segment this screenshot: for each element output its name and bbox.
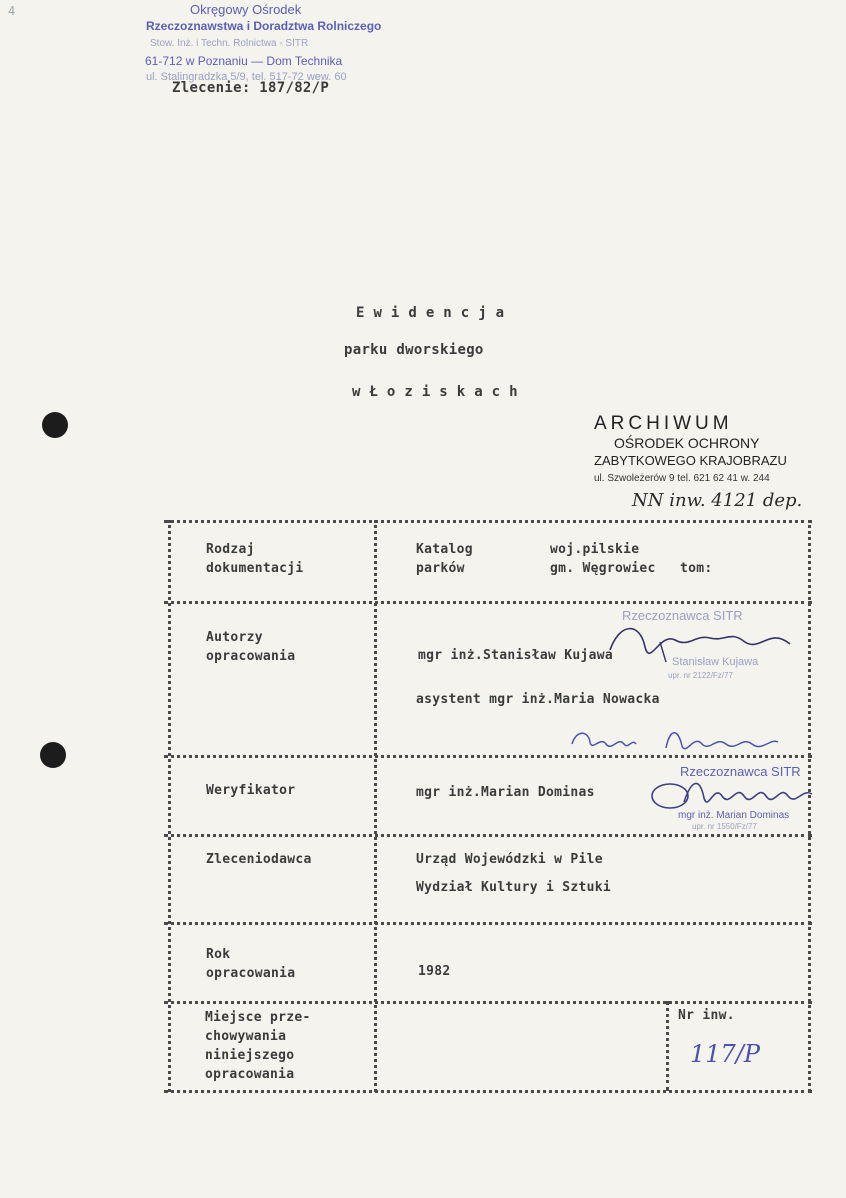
title-line-2: parku dworskiego	[344, 342, 484, 358]
stamp-line-1: Okręgowy Ośrodek	[190, 2, 302, 17]
verifier-name: mgr inż.Marian Dominas	[416, 785, 595, 800]
table-column-divider	[374, 520, 377, 1092]
stamp-line-2: Rzeczoznawstwa i Doradztwa Rolniczego	[146, 19, 382, 33]
table-divider-5	[164, 1001, 812, 1004]
title-line-1: E w i d e n c j a	[356, 305, 505, 321]
signature-nowacka	[566, 722, 786, 762]
stamp-line-5: ul. Stalingradzka 5/9, tel. 517-72 wew. 60	[146, 71, 347, 83]
row-label-type: Rodzaj dokumentacji	[206, 542, 304, 576]
author-2: asystent mgr inż.Maria Nowacka	[416, 692, 660, 707]
order-number: Zlecenie: 187/82/P	[172, 80, 330, 96]
archive-handwritten-number: NN inw. 4121 dep.	[632, 490, 803, 511]
expert-stamp-2-number: upr. nr 1550/Fz/77	[692, 822, 757, 831]
table-border-top	[164, 520, 812, 523]
stamp-line-4: 61-712 w Poznaniu — Dom Technika	[145, 54, 343, 68]
stamp-line-3: Stow. Inż. i Techn. Rolnictwa - SITR	[150, 38, 309, 49]
row-label-client: Zleceniodawca	[206, 852, 312, 867]
punch-hole-bottom	[40, 742, 66, 768]
table-divider-3	[164, 834, 812, 837]
corner-mark: 4	[8, 4, 16, 18]
archive-stamp-line-4: ul. Szwoleżerów 9 tel. 621 62 41 w. 244	[594, 473, 770, 484]
signature-dominas	[648, 772, 818, 822]
row-label-year: Rok opracowania	[206, 947, 296, 981]
title-line-3: w Ł o z i s k a c h	[352, 384, 518, 400]
expert-stamp-2-title: Rzeczoznawca SITR	[680, 764, 801, 779]
table-divider-1	[164, 601, 812, 604]
table-border-bottom	[164, 1090, 812, 1093]
row-value-region: woj.pilskie gm. Węgrowiec tom:	[550, 542, 713, 576]
row-label-authors: Autorzy opracowania	[206, 630, 296, 664]
client-line-1: Urząd Wojewódzki w Pile	[416, 852, 603, 867]
expert-stamp-1-name: Stanisław Kujawa	[672, 656, 759, 668]
year-value: 1982	[418, 964, 451, 979]
table-divider-4	[164, 922, 812, 925]
expert-stamp-1-title: Rzeczoznawca SITR	[622, 608, 743, 623]
client-line-2: Wydział Kultury i Sztuki	[416, 880, 612, 895]
row-label-storage: Miejsce prze- chowywania niniejszego opracowania	[205, 1010, 311, 1082]
expert-stamp-1-number: upr. nr 2122/Fz/77	[668, 671, 733, 680]
table-inventory-divider	[666, 1001, 669, 1091]
punch-hole-top	[42, 412, 68, 438]
inventory-number-handwritten: 117/P	[690, 1040, 761, 1068]
author-1: mgr inż.Stanisław Kujawa	[418, 648, 614, 663]
archive-stamp-line-1: ARCHIWUM	[594, 413, 733, 434]
inventory-label: Nr inw.	[678, 1008, 735, 1023]
row-value-catalog: Katalog parków	[416, 542, 473, 576]
row-label-verifier: Weryfikator	[206, 783, 296, 798]
archive-stamp-line-3: ZABYTKOWEGO KRAJOBRAZU	[594, 453, 787, 468]
table-border-left	[168, 520, 171, 1092]
archive-stamp-line-2: OŚRODEK OCHRONY	[614, 435, 760, 451]
expert-stamp-2-name: mgr inż. Marian Dominas	[678, 810, 790, 821]
signature-kujawa	[600, 612, 800, 672]
